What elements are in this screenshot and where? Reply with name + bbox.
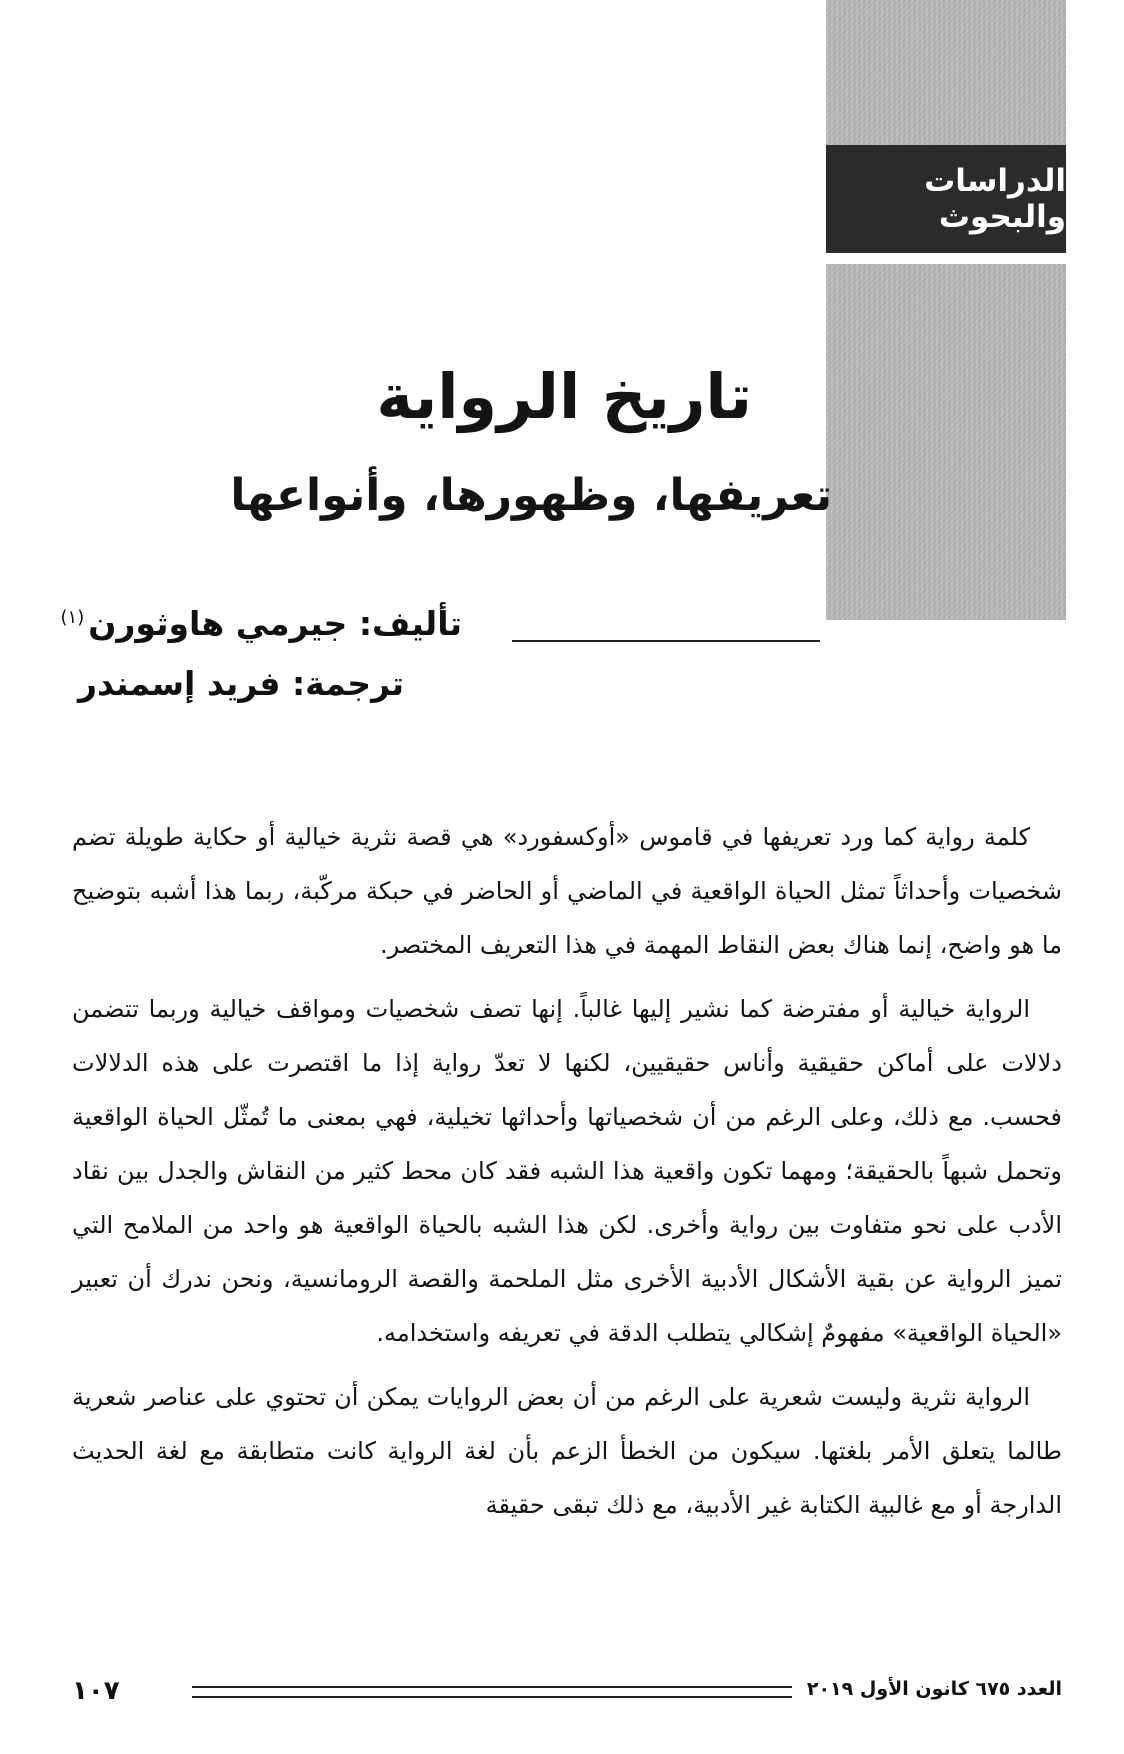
translator-name: فريد إسمندر [77, 664, 281, 703]
section-label-text: الدراسات والبحوث [924, 163, 1066, 235]
decorative-texture-band-bottom [826, 264, 1066, 620]
issue-info: العدد ٦٧٥ كانون الأول ٢٠١٩ [806, 1678, 1062, 1700]
section-label [826, 145, 1066, 253]
article-subtitle: تعريفها، وظهورها، وأنواعها [230, 470, 832, 521]
page-footer [72, 1672, 1062, 1712]
footer-divider-line [192, 1686, 792, 1698]
decorative-texture-band-top [826, 0, 1066, 145]
article-title: تاريخ الرواية [376, 360, 752, 433]
body-paragraph-2: الرواية خيالية أو مفترضة كما نشير إليها غالباً. إنها تصف شخصيات ومواقف خيالية وربما تتضمن دلالات على أماكن حقيقية وأناس حقيقيين، لكنها لا تعدّ رواية إذا ما اقتصرت على هذه الدلالات فحسب. مع ذلك، وعلى الرغم من أن شخصياتها وأحداثها تخيلية، فهي بمعنى ما تُمثّل الحياة الواقعية وتحمل شبهاً بالحقيقة؛ ومهما تكون واقعية هذا الشبه فقد كان محط كثير من النقاش والجدل بين نقاد الأدب على نحو متفاوت بين رواية وأخرى. لكن هذا الشبه بالحياة الواقعية هو واحد من الملامح التي تميز الرواية عن بقية الأشكال الأدبية الأخرى مثل الملحمة والقصة الرومانسية، ونحن ندرك أن تعبير «الحياة الواقعية» مفهومٌ إشكالي يتطلب الدقة في تعريفه واستخدامه. [72, 995, 1062, 1347]
body-paragraph-1: كلمة رواية كما ورد تعريفها في قاموس «أوكسفورد» هي قصة نثرية خيالية أو حكاية طويلة تضم شخصيات وأحداثاً تمثل الحياة الواقعية في الماضي أو الحاضر في حبكة مركّبة، ربما هذا أشبه بتوضيح ما هو واضح، إنما هناك بعض النقاط المهمة في هذا التعريف المختصر. [72, 823, 1062, 959]
author-divider-line [512, 640, 820, 642]
page-number: ١٠٧ [72, 1676, 120, 1706]
author-footnote-marker: (١) [60, 607, 85, 628]
author-prefix: تأليف: [358, 604, 462, 643]
body-paragraph-3: الرواية نثرية وليست شعرية على الرغم من أن بعض الروايات يمكن أن تحتوي على عناصر شعرية طالما يتعلق الأمر بلغتها. سيكون من الخطأ الزعم بأن لغة الرواية كانت متطابقة مع لغة الحديث الدارجة أو مع غالبية الكتابة غير الأدبية، مع ذلك تبقى حقيقة [72, 1383, 1062, 1519]
translator-credit [78, 664, 404, 703]
article-body [72, 810, 1062, 1542]
translator-prefix: ترجمة: [291, 664, 404, 703]
author-credit [60, 604, 462, 643]
author-name: جيرمي هاوثورن [88, 604, 348, 643]
